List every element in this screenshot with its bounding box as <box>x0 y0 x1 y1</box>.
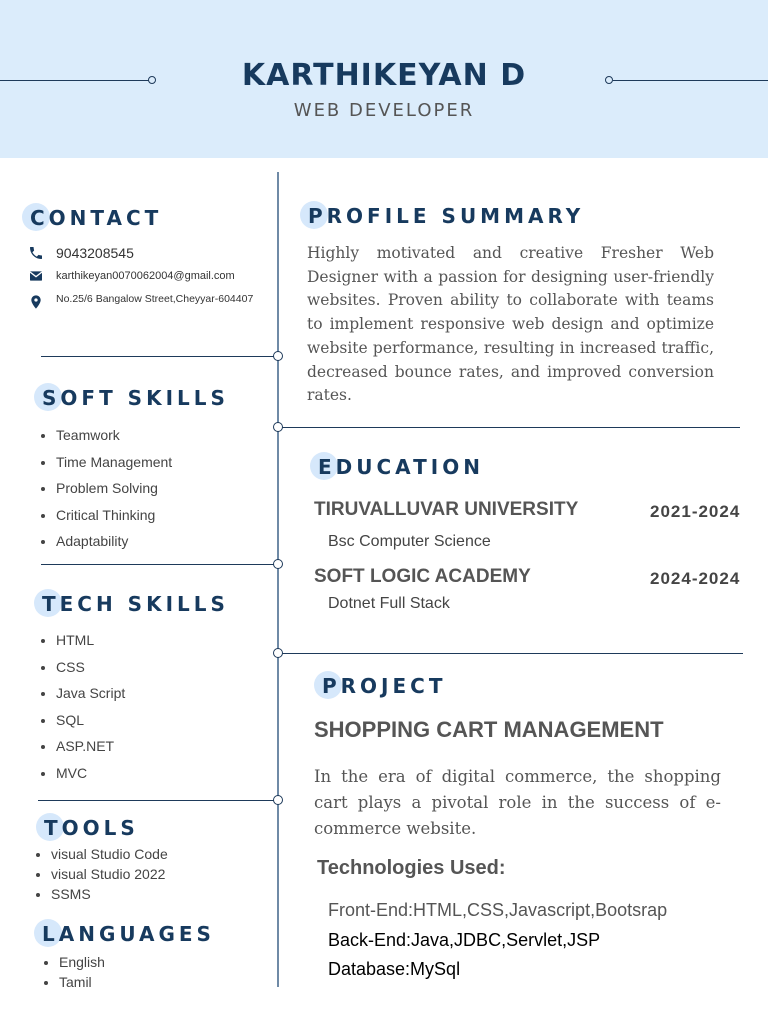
list-item: • Critical Thinking <box>56 502 172 529</box>
languages-list <box>41 952 105 992</box>
timeline-node <box>273 351 283 361</box>
timeline-node <box>273 795 283 805</box>
list-item: • Adaptability <box>56 528 172 555</box>
mail-icon <box>28 268 44 284</box>
education-degree: Bsc Computer Science <box>328 533 491 550</box>
tech-frontend: Front-End:HTML,CSS,Javascript,Bootsrap <box>328 900 668 920</box>
education-school: TIRUVALLUVAR UNIVERSITY <box>314 499 579 520</box>
list-item: • Problem Solving <box>56 475 172 502</box>
list-item: • SSMS <box>51 884 168 904</box>
location-icon <box>28 294 44 310</box>
list-item: • HTML <box>56 627 125 654</box>
list-item: • ASP.NET <box>56 733 125 760</box>
contact-address: No.25/6 Bangalow Street,Cheyyar-604407 <box>28 294 266 310</box>
languages-heading: LANGUAGES <box>42 922 215 946</box>
contact-heading: CONTACT <box>30 206 162 230</box>
tools-list <box>33 844 168 904</box>
tech-skills-heading: TECH SKILLS <box>42 592 229 616</box>
tools-heading: TOOLS <box>44 816 139 840</box>
divider-contact <box>41 356 277 357</box>
divider-soft-skills <box>41 564 277 565</box>
list-item: • Java Script <box>56 680 125 707</box>
technologies-heading: Technologies Used: <box>317 857 506 879</box>
list-item: • visual Studio Code <box>51 844 168 864</box>
education-heading: EDUCATION <box>318 455 484 479</box>
contact-phone: 9043208545 <box>28 245 134 261</box>
divider-profile <box>282 427 740 428</box>
education-years: 2024-2024 <box>650 569 741 588</box>
list-item: • Teamwork <box>56 422 172 449</box>
list-item: • Time Management <box>56 449 172 476</box>
divider-education <box>282 653 743 654</box>
tech-database: Database:MySql <box>328 959 461 979</box>
project-title: SHOPPING CART MANAGEMENT <box>314 717 664 742</box>
tech-skills-list <box>38 627 125 787</box>
list-item: • Tamil <box>59 972 105 992</box>
phone-icon <box>28 245 44 261</box>
education-years: 2021-2024 <box>650 502 741 521</box>
timeline-node <box>273 559 283 569</box>
soft-skills-list <box>38 422 172 555</box>
contact-email: karthikeyan0070062004@gmail.com <box>28 268 235 284</box>
education-degree: Dotnet Full Stack <box>328 595 450 612</box>
education-school: SOFT LOGIC ACADEMY <box>314 566 531 587</box>
project-heading: PROJECT <box>322 674 446 698</box>
timeline-vertical <box>277 172 279 987</box>
list-item: • MVC <box>56 760 125 787</box>
tech-backend: Back-End:Java,JDBC,Servlet,JSP <box>328 930 601 950</box>
project-description: In the era of digital commerce, the shopping cart plays a pivotal role in the success of e-commerce website. <box>314 767 721 838</box>
list-item: • SQL <box>56 707 125 734</box>
list-item: • CSS <box>56 654 125 681</box>
candidate-name: KARTHIKEYAN D <box>241 58 527 93</box>
divider-tech-skills <box>38 800 277 801</box>
profile-summary-text: Highly motivated and creative Fresher Web Designer with a passion for designing user-friendly websites. Proven ability to collaborate with teams to implement responsive web design and optimize website performance, resulting in increased traffic, decreased bounce rates, and improved conversion rates. <box>307 244 714 405</box>
candidate-role: WEB DEVELOPER <box>293 100 475 121</box>
list-item: • English <box>59 952 105 972</box>
list-item: • visual Studio 2022 <box>51 864 168 884</box>
soft-skills-heading: SOFT SKILLS <box>42 386 229 410</box>
profile-heading: PROFILE SUMMARY <box>308 204 584 228</box>
